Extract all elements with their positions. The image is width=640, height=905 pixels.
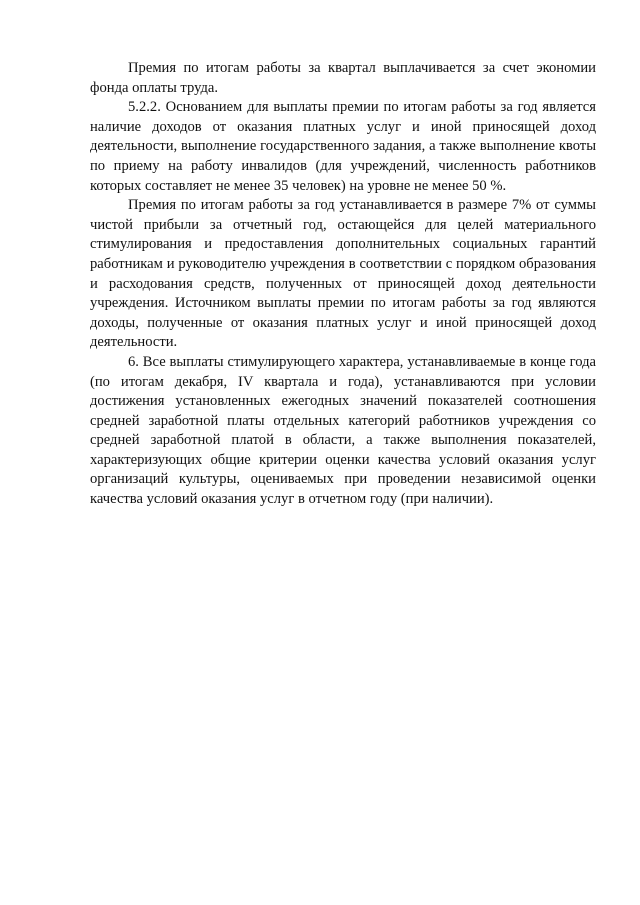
paragraph-annual-bonus-amount: Премия по итогам работы за год устанавливается в размере 7% от суммы чистой прибыли за отчетный год, остающейся для целей материального стимулирования и предоставления дополнительных социальных гарантий работникам и руководителю учреждения в соответствии с порядком образования и расходования средств, полученных от приносящей доход деятельности учреждения. Источником выплаты премии по итогам работы за год являются доходы, полученные от оказания платных услуг и иной приносящей доход деятельности.	[90, 197, 596, 351]
paragraph-annual-bonus-basis: 5.2.2. Основанием для выплаты премии по итогам работы за год является наличие доходов от оказания платных услуг и иной приносящей доход деятельности, выполнение государственного задания, а также выполнение квоты по приему на работу инвалидов (для учреждений, численность работников которых составляет не менее 35 человек) на уровне не менее 50 %.	[90, 99, 596, 194]
document-body	[90, 59, 596, 510]
paragraph-year-end-conditions: 6. Все выплаты стимулирующего характера, устанавливаемые в конце года (по итогам декабря, IV квартала и года), устанавливаются при условии достижения установленных ежегодных значений показателей соотношения средней заработной платы отдельных категорий работников учреждения со средней заработной платой в области, а также выполнения показателей, характеризующих общие критерии оценки качества условий оказания услуг организаций культуры, оцениваемых при проведении независимой оценки качества условий оказания услуг в отчетном году (при наличии).	[90, 353, 596, 508]
paragraph-quarterly-bonus: Премия по итогам работы за квартал выплачивается за счет экономии фонда оплаты труда.	[90, 60, 596, 96]
